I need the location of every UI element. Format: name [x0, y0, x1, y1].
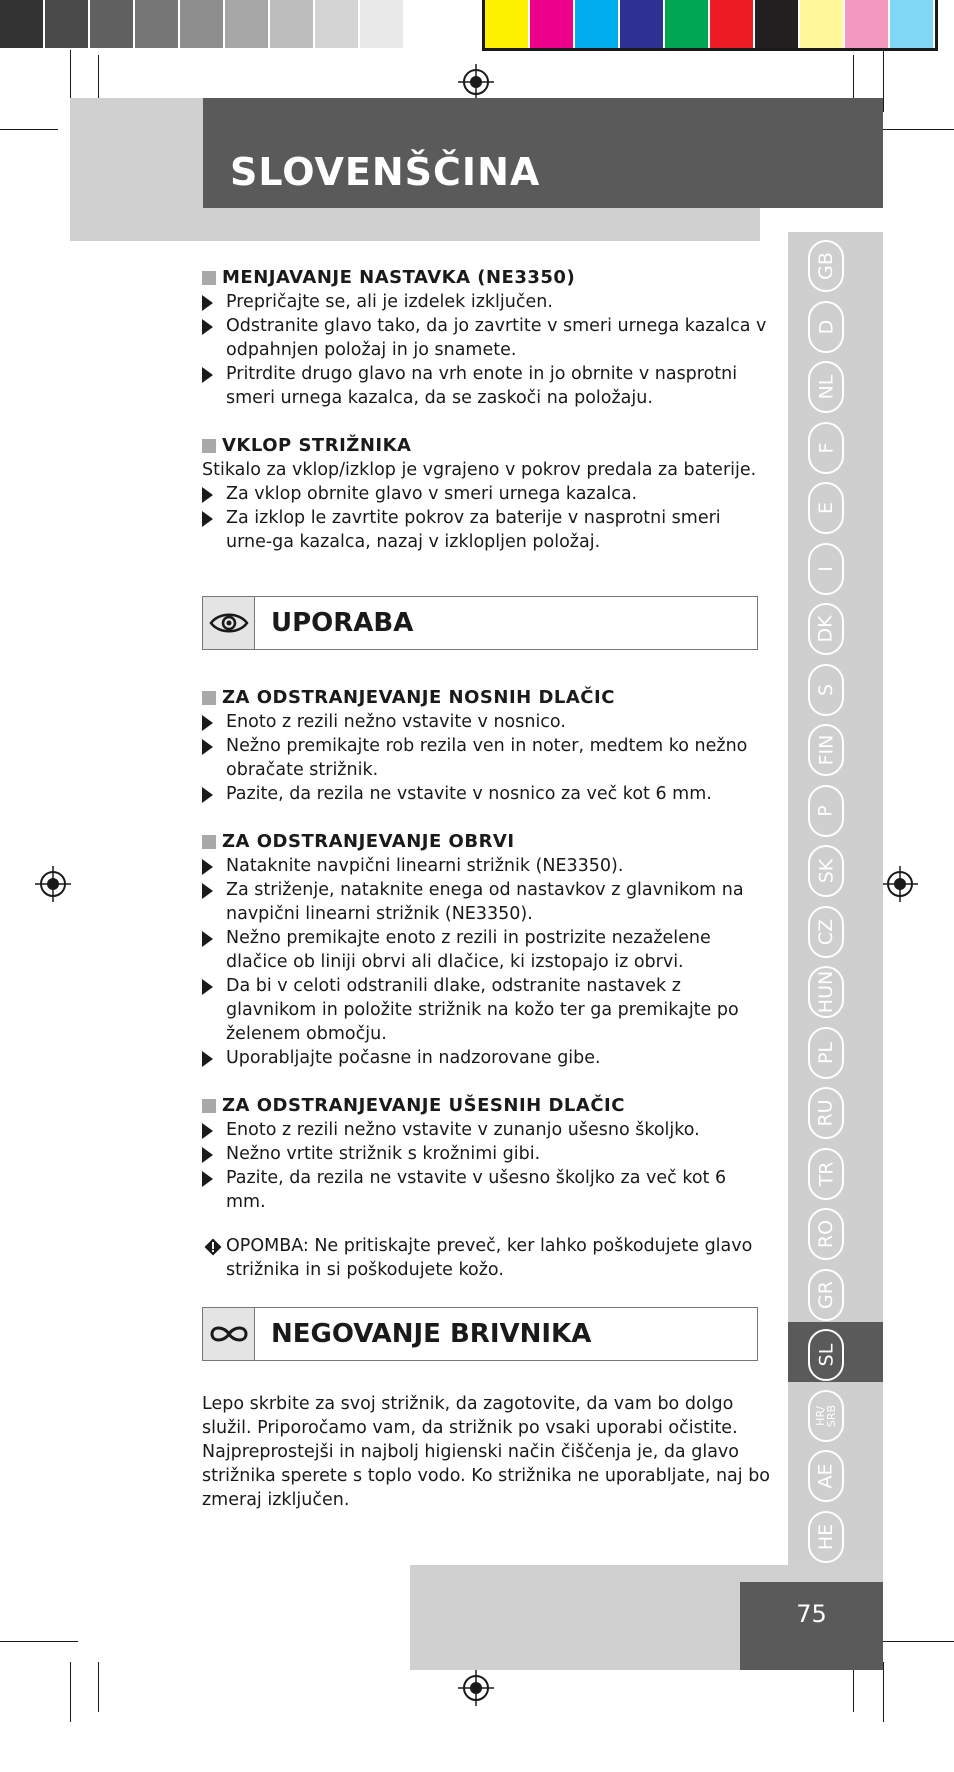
calibration-swatch [485, 0, 530, 48]
arrow-bullet-icon [202, 1171, 213, 1187]
square-bullet-icon [202, 691, 216, 705]
section-title: ZA ODSTRANJEVANJE NOSNIH DLAČIC [222, 687, 615, 708]
arrow-bullet-icon [202, 1051, 213, 1067]
registration-mark-icon [458, 64, 494, 100]
language-tab-ae[interactable]: AE [808, 1450, 844, 1502]
language-tab-s[interactable]: S [808, 664, 844, 716]
arrow-bullet-icon [202, 511, 213, 527]
section-heading [202, 686, 770, 710]
calibration-swatch [0, 0, 45, 48]
list-item: Za striženje, nataknite enega od nastavkov z glavnikom na navpični linearni strižnik (NE3350). [202, 878, 770, 926]
language-tab-gb[interactable]: GB [808, 240, 844, 292]
arrow-bullet-icon [202, 487, 213, 503]
language-tab-e[interactable]: E [808, 482, 844, 534]
section-title: ZA ODSTRANJEVANJE UŠESNIH DLAČIC [222, 1095, 625, 1116]
language-tab-sk[interactable]: SK [808, 845, 844, 897]
instruction-list [202, 482, 770, 554]
section-banner-title: UPORABA [271, 608, 414, 638]
instruction-list [202, 1118, 770, 1214]
instruction-list [202, 290, 770, 410]
section-title: MENJAVANJE NASTAVKA (NE3350) [222, 267, 576, 288]
language-tab-f[interactable]: F [808, 422, 844, 474]
square-bullet-icon [202, 439, 216, 453]
section-heading [202, 1094, 770, 1118]
calibration-swatch [405, 0, 450, 48]
list-item: Za vklop obrnite glavo v smeri urnega kazalca. [202, 482, 770, 506]
page-number: 75 [796, 1600, 827, 1628]
calibration-swatch [45, 0, 90, 48]
care-section-banner [202, 1307, 758, 1361]
eye-icon [209, 610, 249, 636]
language-tab-nl[interactable]: NL [808, 361, 844, 413]
language-tab-fin[interactable]: FIN [808, 724, 844, 776]
language-tab-p[interactable]: P [808, 785, 844, 837]
arrow-bullet-icon [202, 979, 213, 995]
calibration-swatch [180, 0, 225, 48]
usage-content [202, 682, 770, 1282]
crop-mark [883, 50, 884, 112]
calibration-swatch [315, 0, 360, 48]
language-tab-cz[interactable]: CZ [808, 906, 844, 958]
arrow-bullet-icon [202, 931, 213, 947]
language-tab-sl[interactable]: SL [808, 1329, 844, 1381]
language-tab-gr[interactable]: GR [808, 1269, 844, 1321]
arrow-bullet-icon [202, 787, 213, 803]
arrow-bullet-icon [202, 883, 213, 899]
paragraph: Lepo skrbite za svoj strižnik, da zagotovite, da vam bo dolgo služil. Priporočamo vam, da strižnik po vsaki uporabi očistite. Najpreprostejši in najbolj higienski način čiščenja je, da glavo strižnika sperete s toplo vodo. Ko strižnika ne uporabljate, naj bo zmeraj izključen. [202, 1394, 771, 1510]
crop-mark [876, 1641, 954, 1642]
page-title: SLOVENŠČINA [230, 150, 541, 194]
language-tab-d[interactable]: D [808, 301, 844, 353]
section-heading [202, 830, 770, 854]
language-tab-he[interactable]: HE [808, 1511, 844, 1563]
list-item: Nežno premikajte enoto z rezili in postrizite nezaželene dlačice ob liniji obrvi ali dlačice, ki izstopajo iz obrvi. [202, 926, 770, 974]
calibration-swatch [755, 0, 800, 48]
list-item: Enoto z rezili nežno vstavite v nosnico. [202, 710, 770, 734]
instruction-list [202, 854, 770, 1070]
warning-icon [204, 1238, 222, 1256]
list-item: Pazite, da rezila ne vstavite v nosnico za več kot 6 mm. [202, 782, 770, 806]
calibration-swatch [135, 0, 180, 48]
language-tab-ru[interactable]: RU [808, 1087, 844, 1139]
crop-mark [0, 1641, 78, 1642]
calibration-swatch [710, 0, 755, 48]
calibration-swatch [90, 0, 135, 48]
list-item: Odstranite glavo tako, da jo zavrtite v smeri urnega kazalca v odpahnjen položaj in jo snamete. [202, 314, 770, 362]
arrow-bullet-icon [202, 859, 213, 875]
square-bullet-icon [202, 271, 216, 285]
square-bullet-icon [202, 1099, 216, 1113]
list-item: Pazite, da rezila ne vstavite v ušesno školjko za več kot 6 mm. [202, 1166, 770, 1214]
list-item: Da bi v celoti odstranili dlake, odstranite nastavek z glavnikom in položite strižnik na kožo ter ga premikajte po želenem območju. [202, 974, 770, 1046]
arrow-bullet-icon [202, 715, 213, 731]
square-bullet-icon [202, 835, 216, 849]
crop-mark [883, 1662, 884, 1722]
list-item: Enoto z rezili nežno vstavite v zunanjo ušesno školjko. [202, 1118, 770, 1142]
crop-mark [0, 129, 58, 130]
crop-mark [98, 1662, 99, 1712]
language-tab-tr[interactable]: TR [808, 1148, 844, 1200]
list-item: Prepričajte se, ali je izdelek izključen. [202, 290, 770, 314]
list-item: Uporabljajte počasne in nadzorovane gibe. [202, 1046, 770, 1070]
color-calibration-bar [482, 0, 938, 51]
arrow-bullet-icon [202, 1147, 213, 1163]
arrow-bullet-icon [202, 295, 213, 311]
warning-note: OPOMBA: Ne pritiskajte preveč, ker lahko poškodujete glavo strižnika in si poškodujete kožo. [202, 1234, 770, 1282]
list-item: Pritrdite drugo glavo na vrh enote in jo obrnite v nasprotni smeri urnega kazalca, da se zaskoči na položaju. [202, 362, 770, 410]
arrow-bullet-icon [202, 367, 213, 383]
section-title: VKLOP STRIŽNIKA [222, 435, 412, 456]
instruction-list [202, 710, 770, 806]
section-banner-title: NEGOVANJE BRIVNIKA [271, 1319, 592, 1349]
arrow-bullet-icon [202, 319, 213, 335]
registration-mark-icon [35, 866, 71, 902]
language-tab-i[interactable]: I [808, 543, 844, 595]
calibration-swatch [530, 0, 575, 48]
list-item: Nataknite navpični linearni strižnik (NE3350). [202, 854, 770, 878]
language-tab-hrsrb[interactable]: HR/ SRB [808, 1390, 844, 1442]
calibration-swatch [665, 0, 710, 48]
list-item: Za izklop le zavrtite pokrov za baterije v nasprotni smeri urne-ga kazalca, nazaj v izklopljen položaj. [202, 506, 770, 554]
calibration-swatch [360, 0, 405, 48]
section-heading [202, 434, 770, 458]
paragraph: Stikalo za vklop/izklop je vgrajeno v pokrov predala za baterije. [202, 460, 757, 480]
crop-mark [70, 1662, 71, 1722]
list-item: Nežno premikajte rob rezila ven in noter, medtem ko nežno obračate strižnik. [202, 734, 770, 782]
crop-mark [876, 129, 954, 130]
language-tab-ro[interactable]: RO [808, 1208, 844, 1260]
registration-mark-icon [458, 1670, 494, 1706]
calibration-swatch [270, 0, 315, 48]
arrow-bullet-icon [202, 1123, 213, 1139]
section-title: ZA ODSTRANJEVANJE OBRVI [222, 831, 515, 852]
main-content [202, 262, 770, 554]
calibration-swatch [890, 0, 935, 48]
arrow-bullet-icon [202, 739, 213, 755]
usage-section-banner [202, 596, 758, 650]
care-content [202, 1392, 770, 1512]
language-tab-dk[interactable]: DK [808, 603, 844, 655]
language-tab-pl[interactable]: PL [808, 1027, 844, 1079]
infinity-icon [208, 1323, 250, 1345]
calibration-swatch [800, 0, 845, 48]
registration-mark-icon [882, 866, 918, 902]
grayscale-calibration-bar [0, 0, 450, 50]
calibration-swatch [575, 0, 620, 48]
section-heading [202, 266, 770, 290]
calibration-swatch [225, 0, 270, 48]
language-tab-hun[interactable]: HUN [808, 966, 844, 1018]
calibration-swatch [845, 0, 890, 48]
calibration-swatch [620, 0, 665, 48]
list-item: Nežno vrtite strižnik s krožnimi gibi. [202, 1142, 770, 1166]
